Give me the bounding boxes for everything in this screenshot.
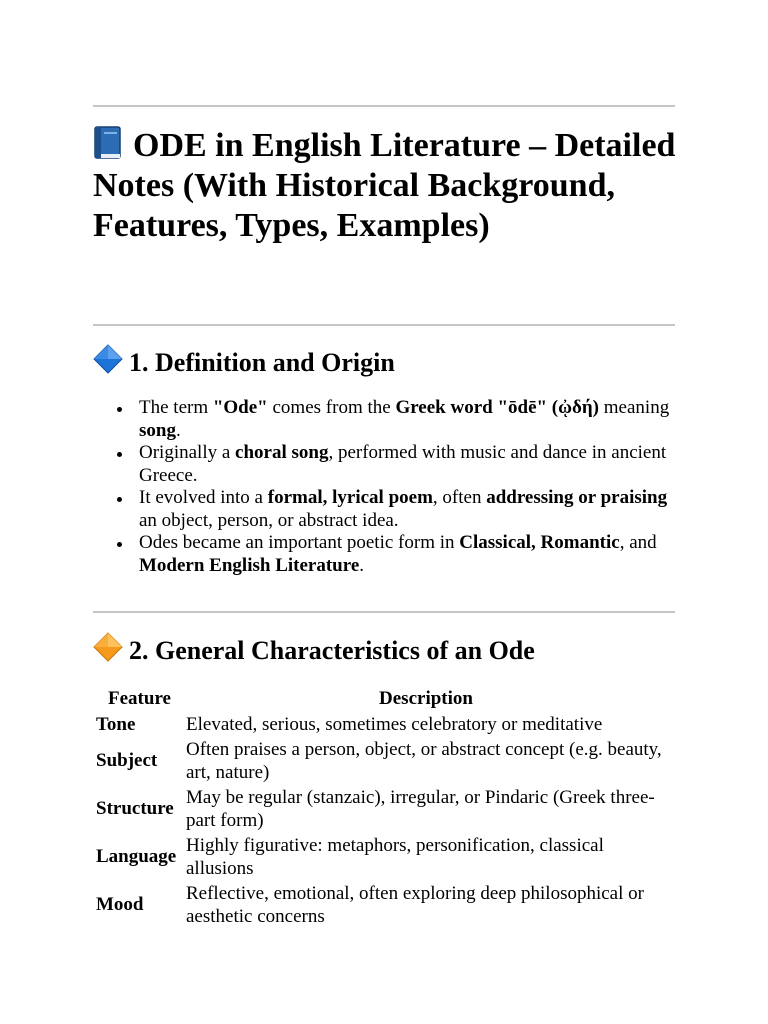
blue-book-icon [93,126,123,160]
blue-diamond-icon [93,344,123,374]
bold-text: formal, lyrical poem [267,487,433,508]
section-heading-text: 2. General Characteristics of an Ode [129,636,535,665]
description-cell: Often praises a person, object, or abstract concept (e.g. beauty, art, nature) [186,739,662,783]
text-run: , and [619,532,657,553]
definition-bullet-list [113,397,673,577]
orange-diamond-icon [93,632,123,662]
description-cell: May be regular (stanzaic), irregular, or Pindaric (Greek three-part form) [186,787,655,831]
description-cell: Reflective, emotional, often exploring deep philosophical or aesthetic concerns [186,883,644,927]
characteristics-table [93,688,666,931]
horizontal-rule [93,324,675,326]
feature-cell: Language [96,846,177,868]
description-cell: Highly figurative: metaphors, personification, classical allusions [186,835,604,879]
bold-text: addressing or praising [486,487,668,508]
text-run: . [175,419,181,441]
text-run: Originally a [139,442,236,463]
bold-text: choral song [235,442,329,463]
column-header-feature: Feature [108,688,171,709]
list-item [113,532,673,577]
section-heading-definition [93,347,395,379]
feature-cell: Structure [96,798,174,820]
feature-cell: Mood [96,894,144,916]
column-header-description: Description [379,688,473,709]
list-item [113,487,673,532]
section-heading-characteristics [93,635,535,667]
feature-cell: Subject [96,750,158,772]
text-run: an object, person, or abstract idea. [139,509,399,531]
table-row [93,787,666,835]
table-row [93,714,666,740]
bold-text: Classical, Romantic [459,532,620,553]
description-cell: Elevated, serious, sometimes celebratory or meditative [186,713,603,735]
table-row [93,739,666,787]
text-run: , performed with music and dance in ancient Greece. [139,442,667,486]
text-run: comes from the [267,397,396,418]
list-item [113,397,673,442]
horizontal-rule [93,611,675,613]
text-run: Odes became an important poetic form in [139,532,460,553]
page-title [93,126,683,246]
horizontal-rule [93,105,675,107]
text-run: . [359,554,365,576]
bold-text: Modern English Literature [139,554,360,576]
text-run: The term [139,397,213,418]
section-heading-text: 1. Definition and Origin [129,348,395,377]
table-row [93,835,666,883]
title-text: ODE in English Literature – Detailed Notes (With Historical Background, Features, Types, Examples) [93,127,676,244]
text-run: , often [432,487,487,508]
list-item [113,442,673,487]
text-run: It evolved into a [139,487,268,508]
text-run: meaning [599,397,670,418]
bold-text: "Ode" [212,397,268,418]
feature-cell: Tone [96,713,136,735]
table-header-row [93,688,666,714]
bold-text: song [139,419,176,441]
table-row [93,883,666,931]
bold-text: Greek word "ōdē" (ᾠδή) [395,397,600,418]
